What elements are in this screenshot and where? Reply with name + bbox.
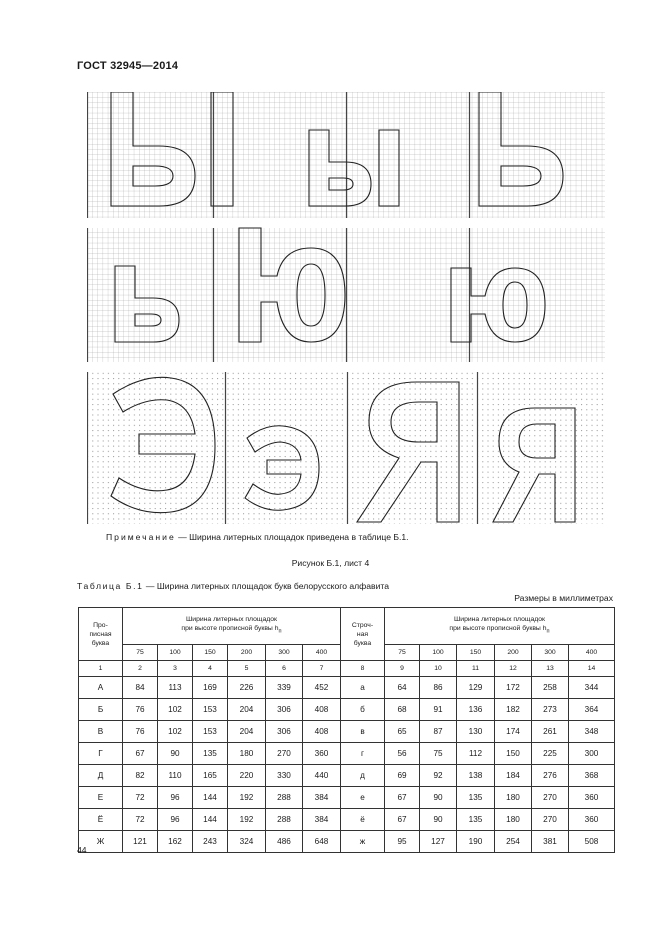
- upper-width-group-text: Ширина литерных площадок при высоте прописной буквы h: [181, 616, 279, 633]
- height-header-cell: 300: [266, 645, 303, 661]
- table-row: [79, 677, 615, 699]
- upper-letter-cell: Д: [79, 765, 123, 787]
- width-value-cell: 220: [228, 765, 266, 787]
- width-value-cell: 276: [532, 765, 569, 787]
- table-title: [77, 581, 389, 591]
- width-value-cell: 180: [228, 743, 266, 765]
- grid-panel: [347, 372, 477, 524]
- column-number-cell: 12: [495, 661, 532, 677]
- height-header-cell: 200: [495, 645, 532, 661]
- units-note: Размеры в миллиметрах: [514, 593, 613, 603]
- width-value-cell: 129: [457, 677, 495, 699]
- table-row: [79, 831, 615, 853]
- height-header-cell: 300: [532, 645, 569, 661]
- width-value-cell: 113: [158, 677, 193, 699]
- table-row: [79, 765, 615, 787]
- width-value-cell: 258: [532, 677, 569, 699]
- width-value-cell: 68: [385, 699, 420, 721]
- width-value-cell: 192: [228, 787, 266, 809]
- column-number-cell: 14: [569, 661, 615, 677]
- width-value-cell: 91: [420, 699, 457, 721]
- column-number-cell: 11: [457, 661, 495, 677]
- width-value-cell: 288: [266, 787, 303, 809]
- width-value-cell: 69: [385, 765, 420, 787]
- width-value-cell: 130: [457, 721, 495, 743]
- width-value-cell: 102: [158, 699, 193, 721]
- width-value-cell: 67: [385, 809, 420, 831]
- width-value-cell: 330: [266, 765, 303, 787]
- width-value-cell: 270: [266, 743, 303, 765]
- width-value-cell: 82: [123, 765, 158, 787]
- lower-width-group-subscript: п: [546, 628, 550, 635]
- column-number-cell: 8: [341, 661, 385, 677]
- grid-panel: [225, 372, 347, 524]
- width-value-cell: 384: [303, 787, 341, 809]
- column-number-cell: 7: [303, 661, 341, 677]
- height-header-cell: 75: [385, 645, 420, 661]
- width-value-cell: 204: [228, 699, 266, 721]
- height-header-cell: 400: [569, 645, 615, 661]
- lower-width-group-header: [385, 608, 615, 645]
- column-number-cell: 1: [79, 661, 123, 677]
- width-value-cell: 92: [420, 765, 457, 787]
- figure-note: [106, 532, 409, 542]
- upper-letter-cell: Б: [79, 699, 123, 721]
- letter-width-table: [78, 607, 615, 853]
- width-value-cell: 96: [158, 787, 193, 809]
- grid-panel: [469, 92, 605, 218]
- lower-letter-cell: ж: [341, 831, 385, 853]
- width-value-cell: 270: [532, 809, 569, 831]
- width-value-cell: 162: [158, 831, 193, 853]
- page-number: 44: [77, 845, 87, 855]
- grid-panel: [213, 228, 346, 362]
- width-value-cell: 225: [532, 743, 569, 765]
- grid-panel: [87, 372, 225, 524]
- upper-width-group-header: [123, 608, 341, 645]
- upper-letter-header: Про- писная буква: [79, 608, 123, 661]
- column-number-cell: 10: [420, 661, 457, 677]
- width-value-cell: 96: [158, 809, 193, 831]
- table-row: [79, 787, 615, 809]
- width-value-cell: 65: [385, 721, 420, 743]
- letter-outline-figure: [87, 92, 605, 524]
- width-value-cell: 508: [569, 831, 615, 853]
- width-value-cell: 192: [228, 809, 266, 831]
- width-value-cell: 75: [420, 743, 457, 765]
- width-value-cell: 339: [266, 677, 303, 699]
- width-value-cell: 364: [569, 699, 615, 721]
- width-value-cell: 135: [193, 743, 228, 765]
- width-value-cell: 135: [457, 809, 495, 831]
- width-value-cell: 136: [457, 699, 495, 721]
- lower-letter-cell: б: [341, 699, 385, 721]
- width-value-cell: 165: [193, 765, 228, 787]
- width-value-cell: 153: [193, 699, 228, 721]
- lower-letter-cell: е: [341, 787, 385, 809]
- width-value-cell: 135: [457, 787, 495, 809]
- grid-panel: [346, 92, 469, 218]
- width-value-cell: 440: [303, 765, 341, 787]
- width-value-cell: 138: [457, 765, 495, 787]
- column-number-cell: 9: [385, 661, 420, 677]
- width-value-cell: 90: [420, 809, 457, 831]
- height-header-cell: 100: [158, 645, 193, 661]
- table-header-row: [79, 608, 615, 645]
- figure-caption: Рисунок Б.1, лист 4: [291, 558, 370, 568]
- upper-letter-cell: Ё: [79, 809, 123, 831]
- width-value-cell: 121: [123, 831, 158, 853]
- width-value-cell: 90: [158, 743, 193, 765]
- grid-panel: [477, 372, 605, 524]
- lower-width-group-text: Ширина литерных площадок при высоте прописной буквы h: [449, 616, 547, 633]
- table-row: [79, 699, 615, 721]
- width-value-cell: 344: [569, 677, 615, 699]
- table-row: [79, 809, 615, 831]
- height-header-cell: 75: [123, 645, 158, 661]
- width-value-cell: 648: [303, 831, 341, 853]
- width-value-cell: 306: [266, 699, 303, 721]
- width-value-cell: 72: [123, 809, 158, 831]
- width-value-cell: 381: [532, 831, 569, 853]
- width-value-cell: 368: [569, 765, 615, 787]
- width-value-cell: 204: [228, 721, 266, 743]
- width-value-cell: 67: [123, 743, 158, 765]
- width-value-cell: 270: [532, 787, 569, 809]
- width-value-cell: 84: [123, 677, 158, 699]
- upper-letter-cell: В: [79, 721, 123, 743]
- height-header-cell: 200: [228, 645, 266, 661]
- width-value-cell: 86: [420, 677, 457, 699]
- lower-letter-header: Строч- ная буква: [341, 608, 385, 661]
- upper-letter-cell: Ж: [79, 831, 123, 853]
- width-value-cell: 144: [193, 809, 228, 831]
- width-value-cell: 127: [420, 831, 457, 853]
- width-value-cell: 360: [569, 787, 615, 809]
- upper-width-group-subscript: п: [278, 628, 282, 635]
- width-value-cell: 174: [495, 721, 532, 743]
- table-row: [79, 721, 615, 743]
- width-value-cell: 408: [303, 699, 341, 721]
- width-value-cell: 452: [303, 677, 341, 699]
- width-value-cell: 76: [123, 721, 158, 743]
- width-value-cell: 76: [123, 699, 158, 721]
- width-value-cell: 180: [495, 787, 532, 809]
- width-value-cell: 300: [569, 743, 615, 765]
- upper-letter-cell: Г: [79, 743, 123, 765]
- width-value-cell: 254: [495, 831, 532, 853]
- width-value-cell: 261: [532, 721, 569, 743]
- width-value-cell: 306: [266, 721, 303, 743]
- upper-letter-cell: А: [79, 677, 123, 699]
- width-value-cell: 180: [495, 809, 532, 831]
- width-value-cell: 184: [495, 765, 532, 787]
- table-title-label: Таблица Б.1: [77, 581, 144, 591]
- width-value-cell: 226: [228, 677, 266, 699]
- upper-letter-cell: Е: [79, 787, 123, 809]
- column-number-cell: 6: [266, 661, 303, 677]
- width-value-cell: 243: [193, 831, 228, 853]
- height-header-cell: 150: [193, 645, 228, 661]
- width-value-cell: 87: [420, 721, 457, 743]
- letter-grid-drawing: [87, 92, 605, 524]
- width-value-cell: 324: [228, 831, 266, 853]
- table-column-numbers-row: [79, 661, 615, 677]
- width-value-cell: 112: [457, 743, 495, 765]
- column-number-cell: 3: [158, 661, 193, 677]
- lower-letter-cell: в: [341, 721, 385, 743]
- grid-panel: [87, 92, 213, 218]
- lower-letter-cell: ё: [341, 809, 385, 831]
- width-value-cell: 172: [495, 677, 532, 699]
- height-header-cell: 100: [420, 645, 457, 661]
- note-text: — Ширина литерных площадок приведена в таблице Б.1.: [175, 532, 409, 542]
- width-value-cell: 72: [123, 787, 158, 809]
- width-value-cell: 408: [303, 721, 341, 743]
- width-value-cell: 360: [303, 743, 341, 765]
- width-value-cell: 67: [385, 787, 420, 809]
- width-value-cell: 190: [457, 831, 495, 853]
- width-value-cell: 64: [385, 677, 420, 699]
- width-value-cell: 169: [193, 677, 228, 699]
- table-title-text: — Ширина литерных площадок букв белорусского алфавита: [143, 581, 390, 591]
- column-number-cell: 5: [228, 661, 266, 677]
- width-value-cell: 348: [569, 721, 615, 743]
- grid-panel: [469, 228, 605, 362]
- width-value-cell: 95: [385, 831, 420, 853]
- width-value-cell: 153: [193, 721, 228, 743]
- height-header-cell: 150: [457, 645, 495, 661]
- column-number-cell: 13: [532, 661, 569, 677]
- lower-letter-cell: г: [341, 743, 385, 765]
- height-header-cell: 400: [303, 645, 341, 661]
- width-value-cell: 110: [158, 765, 193, 787]
- width-value-cell: 486: [266, 831, 303, 853]
- column-number-cell: 2: [123, 661, 158, 677]
- width-value-cell: 182: [495, 699, 532, 721]
- column-number-cell: 4: [193, 661, 228, 677]
- width-value-cell: 90: [420, 787, 457, 809]
- width-value-cell: 384: [303, 809, 341, 831]
- lower-letter-cell: д: [341, 765, 385, 787]
- table-row: [79, 743, 615, 765]
- width-value-cell: 144: [193, 787, 228, 809]
- width-value-cell: 273: [532, 699, 569, 721]
- width-value-cell: 102: [158, 721, 193, 743]
- lower-letter-cell: а: [341, 677, 385, 699]
- width-value-cell: 150: [495, 743, 532, 765]
- width-value-cell: 56: [385, 743, 420, 765]
- document-header: ГОСТ 32945—2014: [77, 60, 179, 72]
- width-value-cell: 360: [569, 809, 615, 831]
- width-value-cell: 288: [266, 809, 303, 831]
- note-label: Примечание: [106, 532, 176, 542]
